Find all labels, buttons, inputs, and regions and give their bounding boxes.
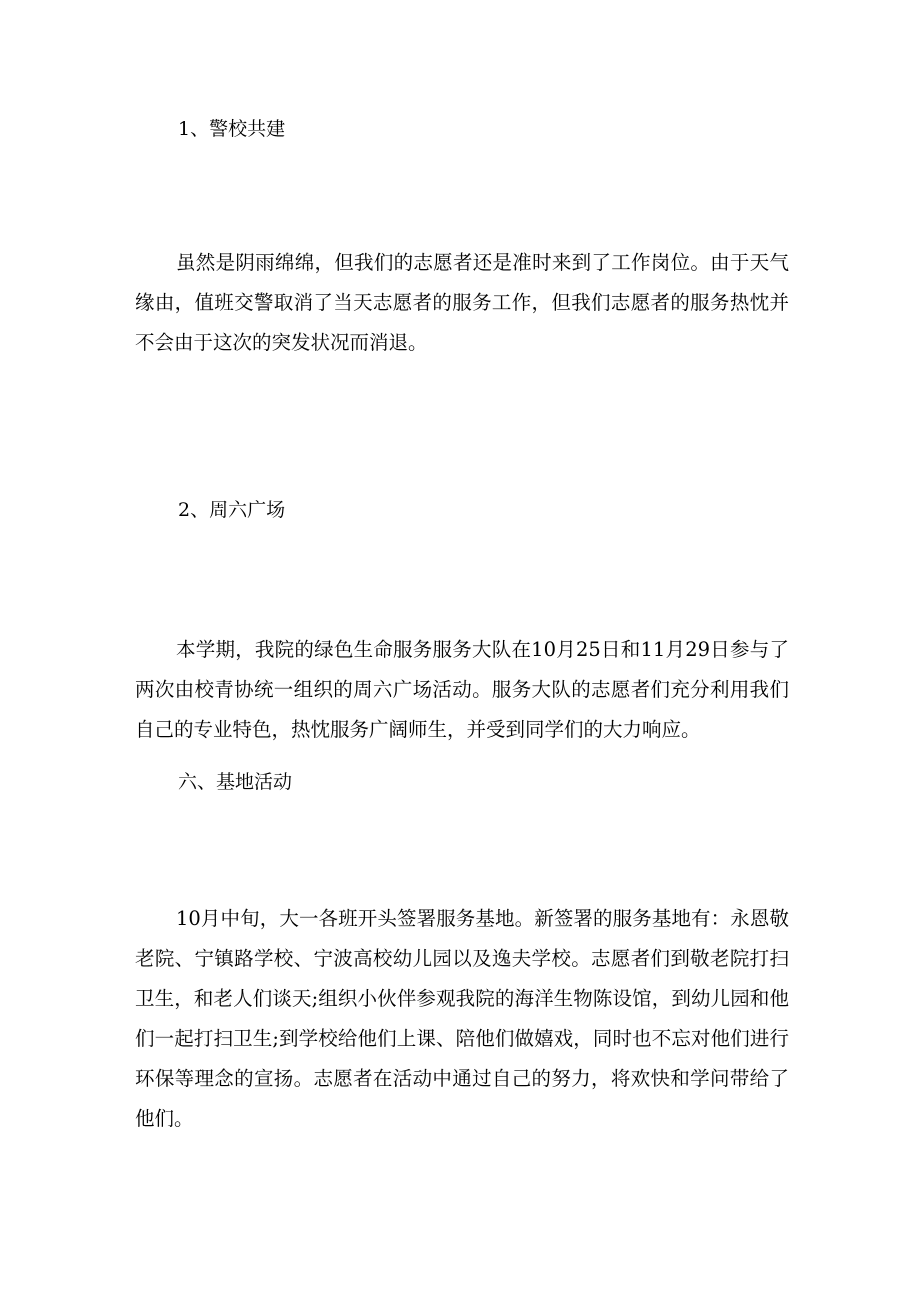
- section-heading-saturday-square: 2、周六广场: [178, 499, 286, 521]
- section-paragraph-police-school: 虽然是阴雨绵绵，但我们的志愿者还是准时来到了工作岗位。由于天气缘由，值班交警取消了当天志愿者的服务工作，但我们志愿者的服务热忱并不会由于这次的突发状况而消退。: [135, 251, 789, 354]
- section-heading-base-activities: 六、基地活动: [178, 771, 293, 793]
- section-paragraph-base-activities: 10月中旬，大一各班开头签署服务基地。新签署的服务基地有：永恩敬老院、宁镇路学校、宁波高校幼儿园以及逸夫学校。志愿者们到敬老院打扫卫生，和老人们谈天;组织小伙伴参观我院的海洋生物陈设馆，到幼儿园和他们一起打扫卫生;到学校给他们上课、陪他们做嬉戏，同时也不忘对他们进行环保等理念的宣扬。志愿者在活动中通过自己的努力，将欢快和学问带给了他们。: [135, 907, 789, 1130]
- section-heading-police-school: 1、警校共建: [178, 118, 286, 140]
- section-paragraph-saturday-square: 本学期，我院的绿色生命服务服务大队在10月25日和11月29日参与了两次由校青协统一组织的周六广场活动。服务大队的志愿者们充分利用我们自己的专业特色，热忱服务广阔师生，并受到同学们的大力响应。: [135, 638, 789, 741]
